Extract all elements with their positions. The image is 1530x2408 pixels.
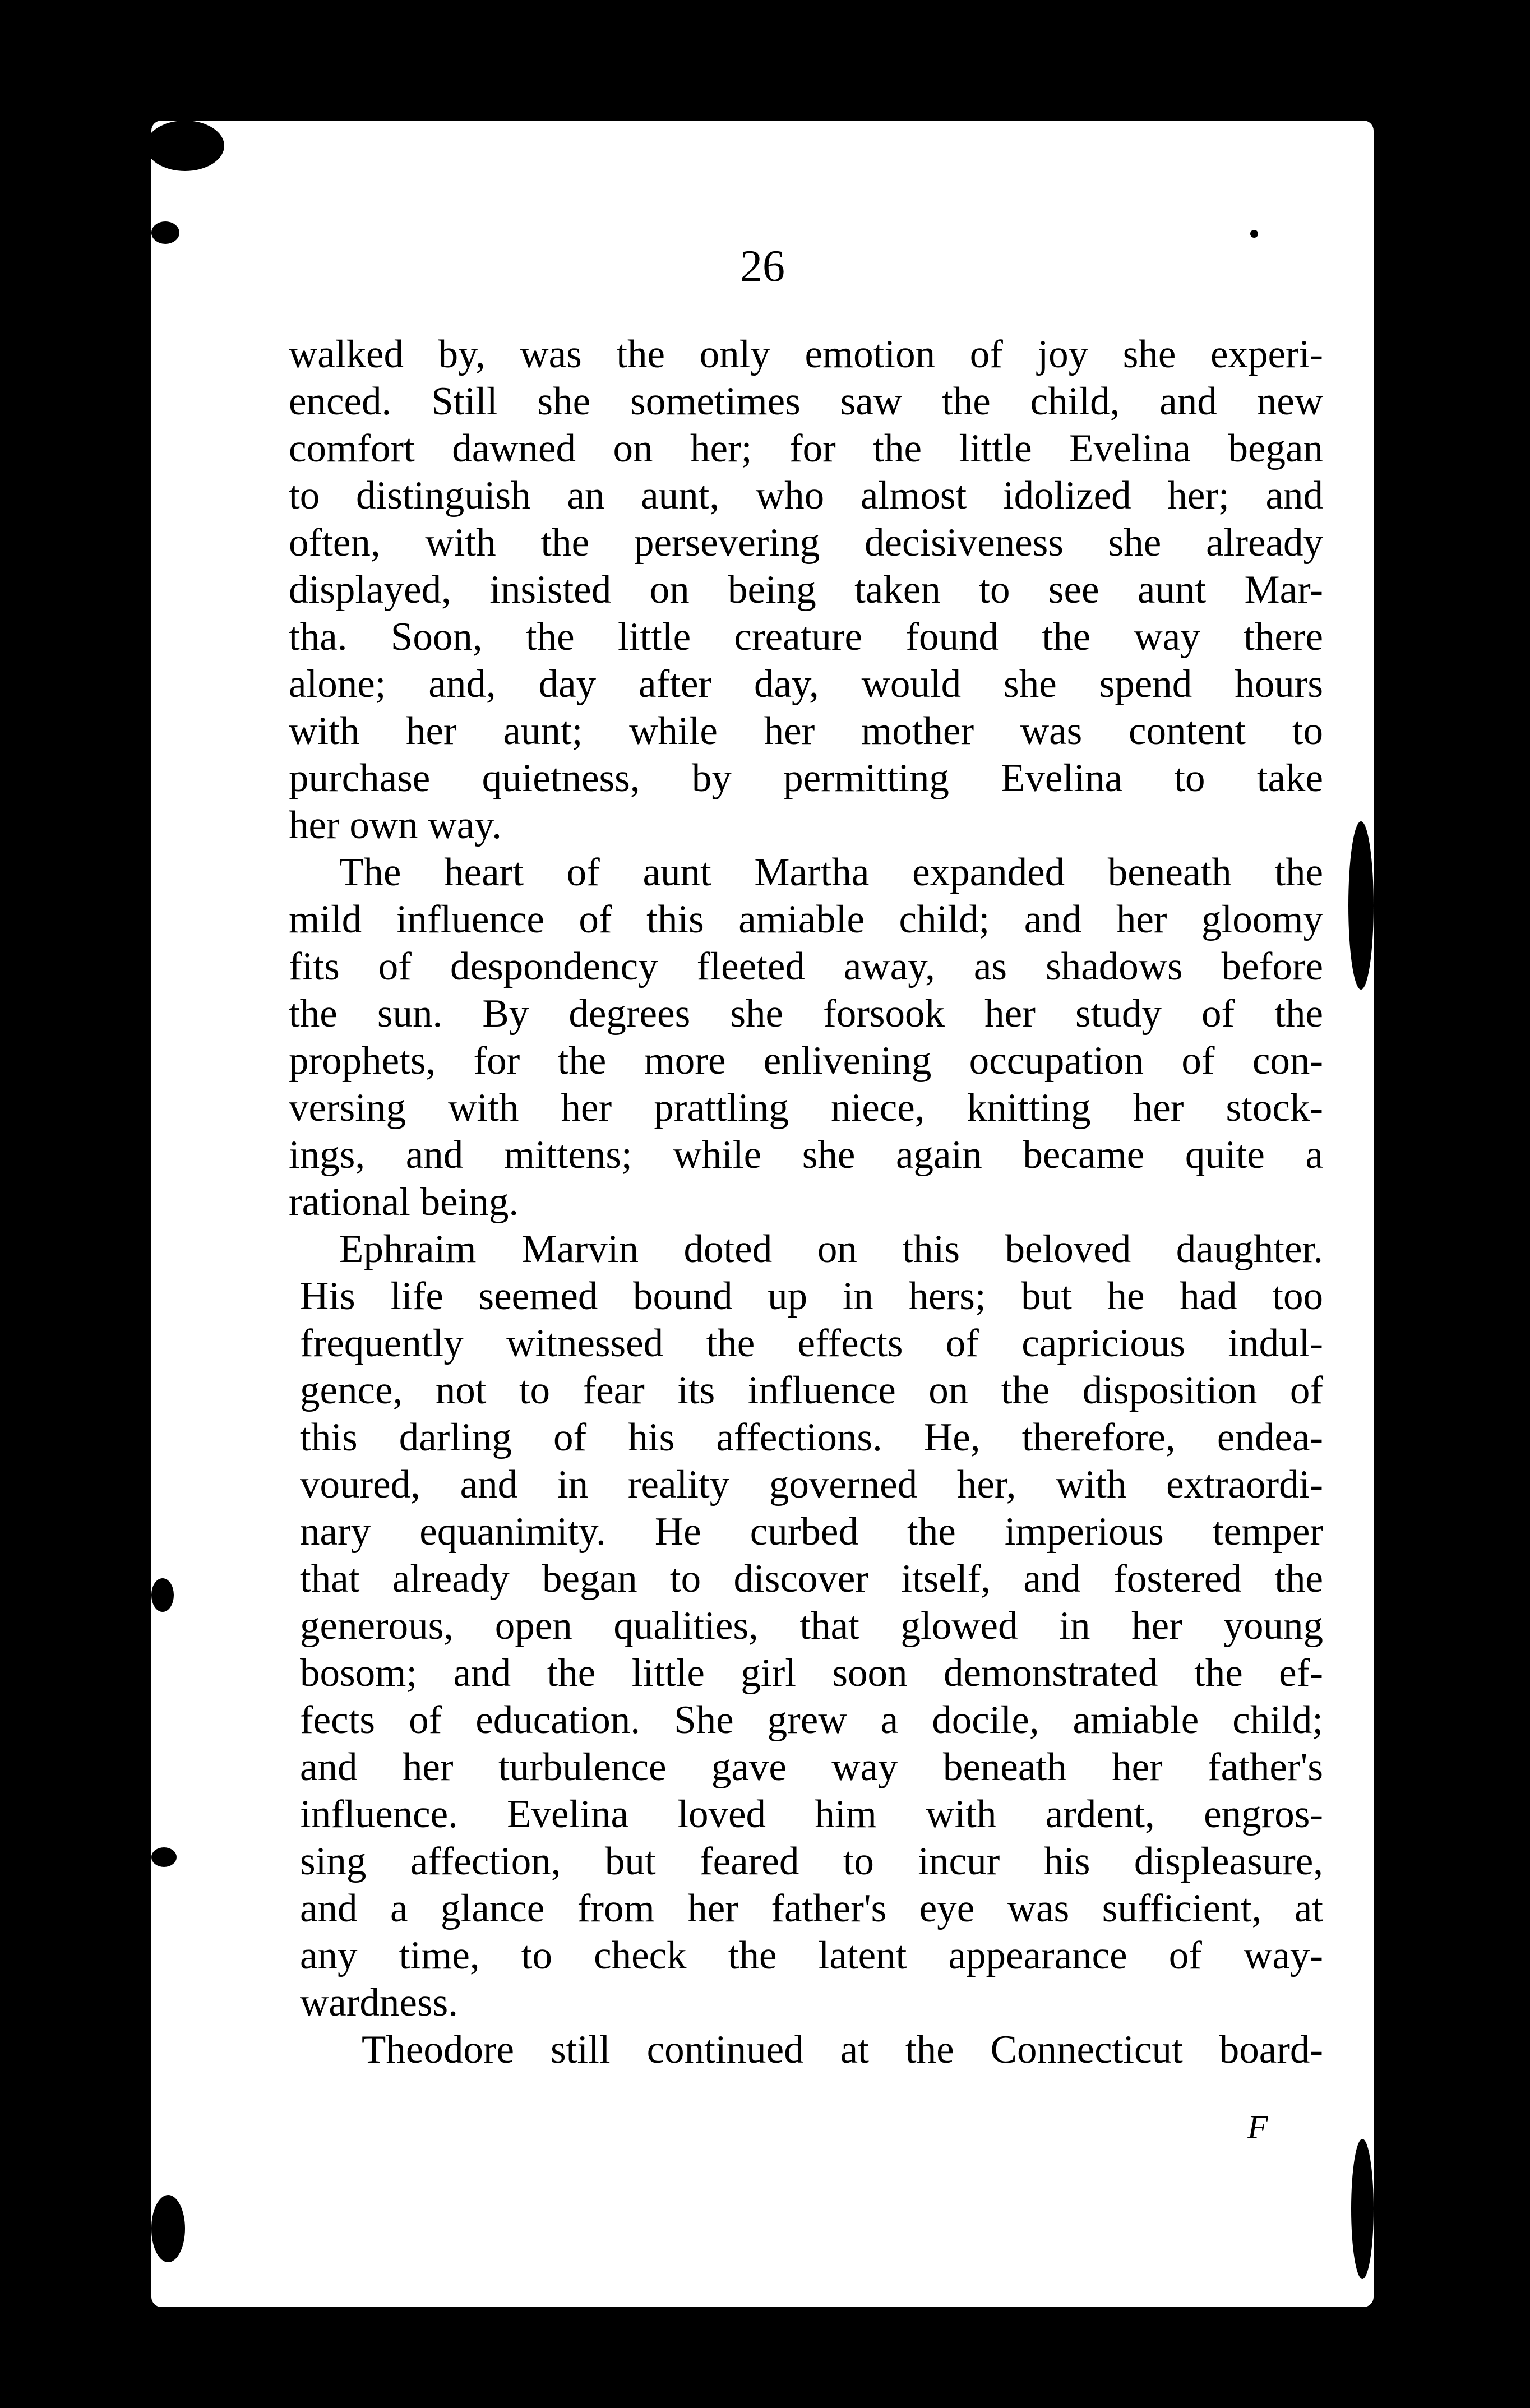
text-line: the sun. By degrees she forsook her study of the <box>289 992 1323 1036</box>
text-line: any time, to check the latent appearance of way- <box>300 1934 1323 1977</box>
text-line: her own way. <box>289 803 502 847</box>
text-line: The heart of aunt Martha expanded beneath the <box>339 851 1323 894</box>
text-line: mild influence of this amiable child; and her gloomy <box>289 898 1323 941</box>
text-line: purchase quietness, by permitting Evelina to take <box>289 756 1323 800</box>
text-line: and her turbulence gave way beneath her father's <box>300 1745 1323 1789</box>
page-number: 26 <box>740 242 785 291</box>
text-line: and a glance from her father's eye was sufficient, at <box>300 1887 1323 1930</box>
text-line: enced. Still she sometimes saw the child, and new <box>289 380 1323 423</box>
scan-speck <box>1348 821 1374 990</box>
paragraph-continuation <box>289 1273 1323 2026</box>
text-line: generous, open qualities, that glowed in her young <box>300 1604 1323 1648</box>
paragraph-continuation <box>289 896 1323 1226</box>
text-line: to distinguish an aunt, who almost idolized her; and <box>289 474 1323 517</box>
paragraph <box>289 2026 1323 2073</box>
text-line: ings, and mittens; while she again became quite a <box>289 1133 1323 1177</box>
text-line: often, with the persevering decisiveness she already <box>289 521 1323 565</box>
text-line: nary equanimity. He curbed the imperious temper <box>300 1510 1323 1554</box>
scan-speck <box>146 121 224 171</box>
text-line: His life seemed bound up in hers; but he had too <box>300 1274 1323 1318</box>
scan-speck <box>151 1578 174 1612</box>
scan-speck <box>1351 2139 1374 2279</box>
text-line: influence. Evelina loved him with ardent, engros- <box>300 1792 1323 1836</box>
text-line: displayed, insisted on being taken to see aunt Mar- <box>289 568 1323 612</box>
body-text <box>289 331 1323 2073</box>
text-line: that already began to discover itself, and fostered the <box>300 1557 1323 1601</box>
scan-speck <box>151 1847 177 1867</box>
footer-mark: F <box>1247 2109 1268 2146</box>
book-page <box>151 121 1374 2307</box>
text-line: prophets, for the more enlivening occupation of con- <box>289 1039 1323 1083</box>
paragraph <box>289 331 1323 849</box>
text-line: comfort dawned on her; for the little Evelina began <box>289 427 1323 470</box>
text-line: fits of despondency fleeted away, as shadows before <box>289 945 1323 988</box>
text-line: fects of education. She grew a docile, amiable child; <box>300 1698 1323 1742</box>
text-line: versing with her prattling niece, knitting her stock- <box>289 1086 1323 1130</box>
scan-speck <box>151 221 179 244</box>
paragraph <box>289 1226 1323 1273</box>
text-line: wardness. <box>300 1981 458 2025</box>
text-line: Ephraim Marvin doted on this beloved daughter. <box>339 1227 1323 1271</box>
text-line: alone; and, day after day, would she spend hours <box>289 662 1323 706</box>
text-line: tha. Soon, the little creature found the way there <box>289 615 1323 659</box>
scan-speck <box>151 2195 185 2262</box>
text-line: Theodore still continued at the Connecticut board- <box>362 2028 1323 2072</box>
text-line: sing affection, but feared to incur his displeasure, <box>300 1839 1323 1883</box>
paragraph <box>289 849 1323 896</box>
text-line: walked by, was the only emotion of joy she experi- <box>289 332 1323 376</box>
text-line: this darling of his affections. He, therefore, endea- <box>300 1416 1323 1459</box>
text-line: frequently witnessed the effects of capricious indul- <box>300 1321 1323 1365</box>
text-line: voured, and in reality governed her, with extraordi- <box>300 1463 1323 1506</box>
text-line: bosom; and the little girl soon demonstrated the ef- <box>300 1651 1323 1695</box>
text-line: rational being. <box>289 1180 519 1224</box>
text-line: with her aunt; while her mother was content to <box>289 709 1323 753</box>
text-line: gence, not to fear its influence on the disposition of <box>300 1369 1323 1412</box>
scan-speck <box>1250 230 1258 238</box>
